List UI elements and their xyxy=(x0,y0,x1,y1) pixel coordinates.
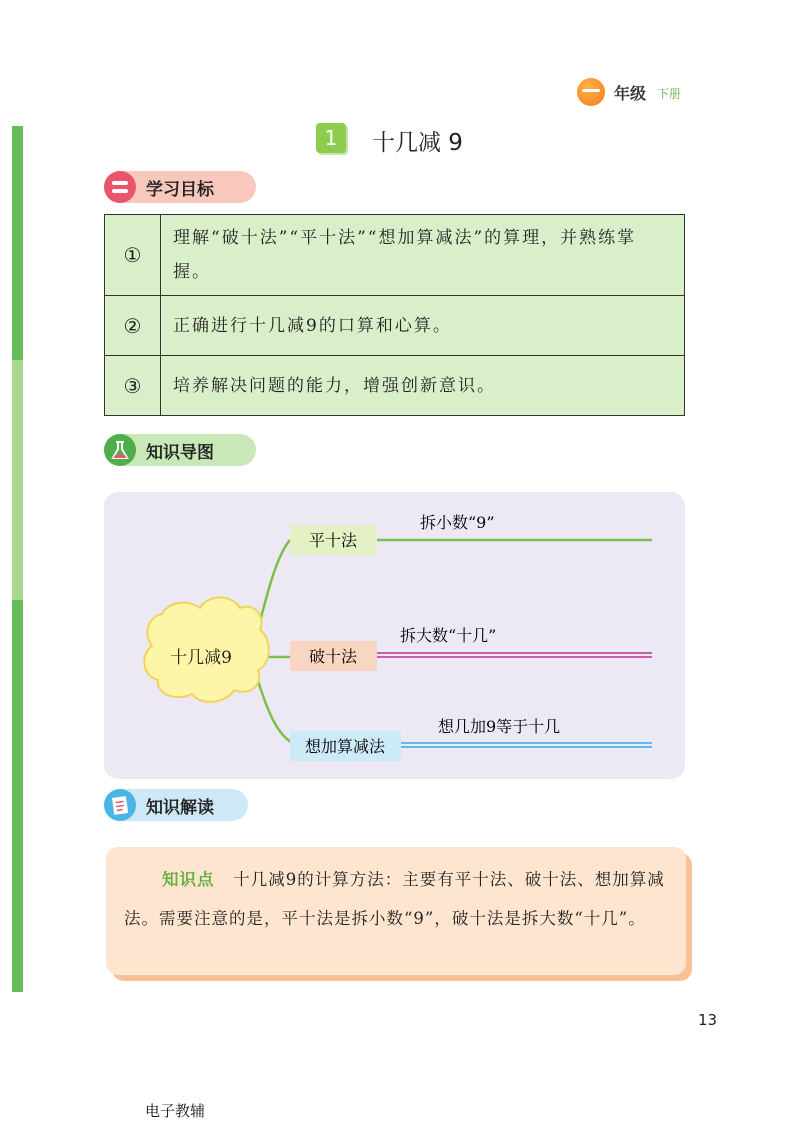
knowledge-point-body: 十几减9的计算方法：主要有平十法、破十法、想加算减法。需要注意的是，平十法是拆小数“9”，破十法是拆大数“十几”。 xyxy=(124,870,665,928)
goal-text: 培养解决问题的能力，增强创新意识。 xyxy=(161,356,685,416)
branch-label-2: 破十法 xyxy=(308,647,358,666)
section-title-goals: 学习目标 xyxy=(146,179,214,200)
flask-icon xyxy=(104,434,136,466)
book-stack-icon xyxy=(104,171,136,203)
branch-label-1: 平十法 xyxy=(308,531,358,550)
goal-row xyxy=(105,215,685,296)
mindmap-diagram xyxy=(104,492,685,779)
goal-row xyxy=(105,356,685,416)
goal-number: ③ xyxy=(105,356,161,416)
section-header-reading xyxy=(104,789,248,821)
lesson-number-badge: 1 xyxy=(316,123,346,153)
grade-one-badge-icon xyxy=(577,78,605,106)
page-number: 13 xyxy=(698,1011,718,1029)
branch-note-1: 拆小数“9” xyxy=(420,513,495,532)
lesson-title: 十几减 9 xyxy=(372,130,463,156)
left-decorative-strip-light xyxy=(12,360,23,600)
section-title-map: 知识导图 xyxy=(146,442,214,463)
branch-note-2: 拆大数“十几” xyxy=(400,626,497,645)
volume-label: 下册 xyxy=(657,87,682,101)
goal-row xyxy=(105,296,685,356)
goal-text: 理解“破十法”“平十法”“想加算减法”的算理，并熟练掌握。 xyxy=(161,215,685,296)
goal-number: ① xyxy=(105,215,161,296)
notepad-icon xyxy=(104,789,136,821)
goal-number: ② xyxy=(105,296,161,356)
goal-text: 正确进行十几减9的口算和心算。 xyxy=(161,296,685,356)
center-label: 十几减9 xyxy=(170,648,232,668)
section-header-map xyxy=(104,434,256,466)
knowledge-note-text xyxy=(124,860,672,938)
grade-label: 年级 xyxy=(614,84,647,103)
goals-table xyxy=(104,214,685,416)
branch-note-3: 想几加9等于十几 xyxy=(438,717,561,736)
footer-watermark: 电子教辅 xyxy=(145,1102,206,1120)
knowledge-point-label: 知识点 xyxy=(162,870,215,889)
section-header-goals xyxy=(104,171,256,203)
section-title-reading: 知识解读 xyxy=(146,797,214,818)
branch-label-3: 想加算减法 xyxy=(304,737,386,756)
